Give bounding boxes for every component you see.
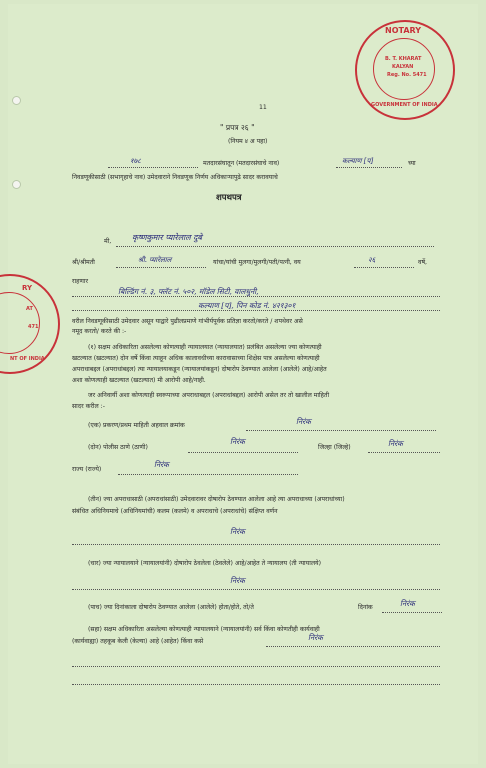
punch-hole [12, 180, 21, 189]
parent-name: श्री. प्यारेलाल [138, 256, 172, 264]
charge-date: निरंक [400, 599, 415, 608]
deponent-age: २६ [368, 256, 376, 264]
constituency-name: कल्याण [प] [342, 157, 374, 165]
notary-stamp-partial: RY AT 471 NT OF INDIA [0, 274, 60, 374]
form-title: " प्रपत्र २६ " [220, 123, 255, 132]
deponent-name: कृष्णकुमार प्यारेलाल दुबे [132, 233, 202, 242]
fir-number: निरंक [296, 417, 311, 426]
proceedings-stayed: निरंक [308, 633, 323, 642]
address-line-1: बिल्डिंग नं. ३, फ्लॅट नं. ५०२, मॉडेल सिटी, वालधुनी, [118, 287, 259, 296]
page-number: 11 [259, 104, 267, 111]
punch-hole [12, 96, 21, 105]
police-station: निरंक [230, 437, 245, 446]
constituency-number: १७८ [130, 157, 141, 165]
offence-description: निरंक [230, 527, 245, 536]
notary-stamp: NOTARY B. T. KHARAT KALYAN Reg. No. 5471 GOVERNMENT OF INDIA [355, 20, 455, 120]
document-heading: शपथपत्र [216, 193, 242, 203]
district: निरंक [388, 439, 403, 448]
form-subtitle: निवडणूकीसाठी (सभागृहाचे नाव) उमेदवाराने निवडणूक निर्णय अधिकाऱ्यापुढे सादर करावयाचे [72, 174, 278, 181]
rule-reference: (नियम ४ अ पहा) [228, 138, 268, 145]
state: निरंक [154, 460, 169, 469]
affidavit-page: NOTARY B. T. KHARAT KALYAN Reg. No. 5471 GOVERNMENT OF INDIA RY AT 471 NT OF INDIA 11 " प्रपत्र २६ " (नियम ४ अ पहा) १७८ मतदारसंघातून (मतदारसंघाचे नाव) कल्याण [प] च्या निवडणूकीसाठी (सभागृहाचे नाव) उमेदवाराने निवडणूक निर्णय अधिकाऱ्यापुढे सादर करावयाचे शपथपत्र मी, कृष्णकुमार प्यारेलाल दुबे श्री/श्रीमती श्री. प्यारेलाल यांचा/यांची मुलगा/मुलगी/पती/पत्नी, वय २६ वर्षे, राहणार बिल्डिंग नं. ३, फ्लॅट नं. ५०२, मॉडेल सिटी, वालधुनी, कल्याण [प], पिन कोड नं. ४२१३०१ वरील निवडणूकीसाठी उमेदवार असून याद्वारे पुढीलप्रमाणे गांभीर्यपूर्वक प्रतिज्ञा करतो/करते / शपथेवर असे नमूद करतो/ करते की :- (१) सक्षम अधिकारिता असलेल्या कोणत्याही न्यायालयात (न्यायालयात) प्रलंबित असलेल्या ज्या कोणत्याही खटल्यात (खटल्यात) दोन वर्षे किंवा त्याहून अधिक कालावधीच्या कारावासाच्या शिक्षेस पात्र असलेल्या कोणत्याही अपराधाबद्दल (अपराधांबद्दल) त्या न्यायालयाकडून (न्यायालयांकडून) दोषारोप ठेवण्यात आलेला (आलेले) आहे/आहेत अशा कोणत्याही खटल्यात (खटल्यात) मी आरोपी आहे/नाही. जर अनिवार्यी अशा कोणत्याही स्वरूपाच्या अपराधाबद्दल (अपराधांबद्दल) आरोपी असेल तर तो खालील माहिती सादर करील :- (एक) प्रकरण/प्रथम माहिती अहवाल क्रमांक निरंक (दोन) पोलीस ठाणे (ठाणी) निरंक जिल्हा (जिल्हे) निरंक राज्य (राज्ये) निरंक (तीन) ज्या अपराधासाठी (अपराधांसाठी) उमेदवारावर दोषारोप ठेवण्यात आलेला आहे त्या अपराधाच्या (अपराधांच्या) संबंधित अधिनियमाचे (अधिनियमांची) कलम (कलमे) व अपराधाचे (अपराधांचे) संक्षिप्त वर्णन निरंक (चार) ज्या न्यायालयाने (न्यायालयांनी) दोषारोप ठेवलेला (ठेवलेले) आहे/आहेत ते न्यायालय (ती न्यायालये) निरंक (पाच) ज्या दिनांकाला दोषारोप ठेवण्यात आलेला (आलेले) होता/होते, तो/ते दिनांक निरंक (सहा) सक्षम अधिकारिता असलेल्या कोणत्याही न्यायालयाने (न्यायालयांनी) सर्व किंवा कोणतीही कार्यवाही (कार्यवाह्या) तहकूब केली (केल्या) आहे (आहेत) किंवा कसे निरंक [8, 4, 478, 764]
court-name: निरंक [230, 576, 245, 585]
address-line-2: कल्याण [प], पिन कोड नं. ४२१३०१ [198, 301, 296, 310]
